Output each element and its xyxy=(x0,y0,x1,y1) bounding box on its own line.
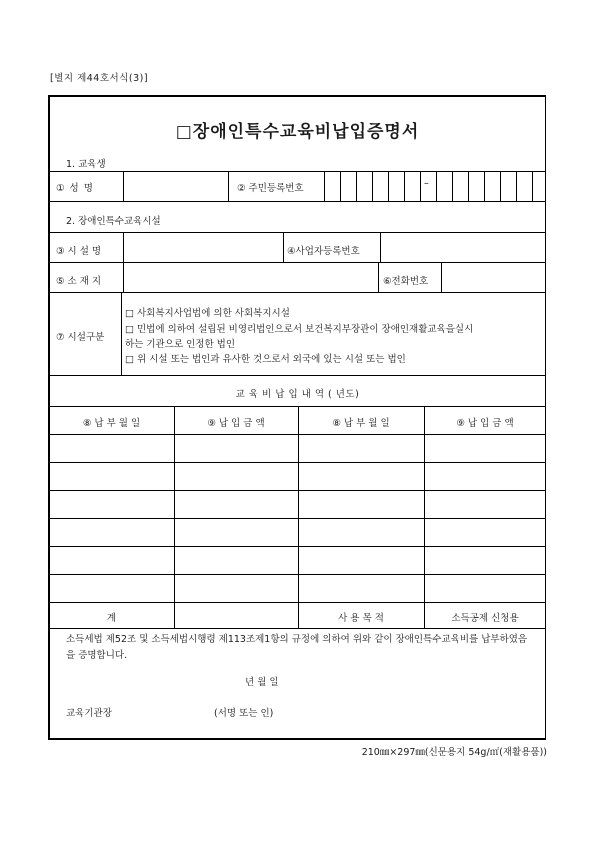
signature-hint: (서명 또는 인) xyxy=(214,708,274,719)
payment-heading: 교 육 비 납 입 내 역 ( 년도) xyxy=(235,389,360,400)
rule xyxy=(378,262,379,292)
rule xyxy=(121,292,122,375)
facility-name-label: ③ 시 설 명 xyxy=(56,246,102,257)
rule xyxy=(283,232,284,262)
rule xyxy=(49,292,546,293)
category-option-nonprofit[interactable]: □ 민법에 의하여 설립된 비영리법인으로서 보건복지부장관이 장애인재활교육을실시 xyxy=(125,324,474,335)
facility-name-input-cell[interactable] xyxy=(124,233,282,261)
issuer-label: 교육기관장 xyxy=(66,708,112,719)
address-input-cell[interactable] xyxy=(124,263,377,291)
phone-label: ⑥전화번호 xyxy=(383,276,429,287)
resident-id-boxes[interactable] xyxy=(324,171,546,201)
payment-row[interactable] xyxy=(49,575,546,602)
payment-col-date-1: ⑧ 납 부 월 일 xyxy=(82,418,141,429)
document-title: □장애인특수교육비납입증명서 xyxy=(175,122,420,142)
payment-col-date-2: ⑧ 납 부 월 일 xyxy=(332,418,390,429)
certification-statement: 소득세법 제52조 및 소득세법시행령 제113조제1항의 규정에 의하여 위와 같이 장애인특수교육비를 납부하였음을 증명합니다. xyxy=(66,634,528,661)
rule xyxy=(49,375,546,376)
id-dash: – xyxy=(424,178,429,189)
payment-row[interactable] xyxy=(49,519,546,546)
name-label: ① 성 명 xyxy=(56,183,94,194)
rule xyxy=(49,628,546,629)
section-label-facility: 2. 장애인특수교육시설 xyxy=(66,216,161,227)
category-option-welfare[interactable]: □ 사회복지사업법에 의한 사회복지시설 xyxy=(125,308,290,319)
business-no-input-cell[interactable] xyxy=(381,233,545,261)
rule xyxy=(49,201,546,202)
total-amount-cell[interactable] xyxy=(175,603,297,627)
category-option-foreign[interactable]: □ 위 시설 또는 법인과 유사한 것으로서 외국에 있는 시설 또는 법인 xyxy=(125,354,406,365)
address-label: ⑤ 소 재 지 xyxy=(56,276,102,287)
resident-id-label: ② 주민등록번호 xyxy=(237,183,304,194)
category-option-nonprofit-cont: 하는 기관으로 인정한 법인 xyxy=(125,339,236,350)
payment-col-amount-1: ⑨ 납 입 금 액 xyxy=(207,418,265,429)
business-no-label: ④사업자등록번호 xyxy=(287,246,360,257)
section-label-student: 1. 교육생 xyxy=(66,159,106,170)
certification-date: 년 월 일 xyxy=(245,677,279,688)
rule xyxy=(228,171,229,201)
purpose-value: 소득공제 신청용 xyxy=(451,613,519,624)
category-label: ⑦ 시설구분 xyxy=(56,332,105,343)
payment-row[interactable] xyxy=(49,463,546,490)
phone-input-cell[interactable] xyxy=(442,263,545,291)
payment-row[interactable] xyxy=(49,547,546,574)
payment-row[interactable] xyxy=(49,491,546,518)
paper-spec: 210㎜×297㎜(신문용지 54g/㎡(재활용품)) xyxy=(361,747,547,758)
name-input-cell[interactable] xyxy=(124,172,227,200)
form-code: [별지 제44호서식(3)] xyxy=(50,73,149,84)
purpose-label: 사 용 목 적 xyxy=(338,613,384,624)
payment-row[interactable] xyxy=(49,435,546,462)
total-label: 계 xyxy=(106,613,117,624)
payment-col-amount-2: ⑨ 납 입 금 액 xyxy=(456,418,514,429)
